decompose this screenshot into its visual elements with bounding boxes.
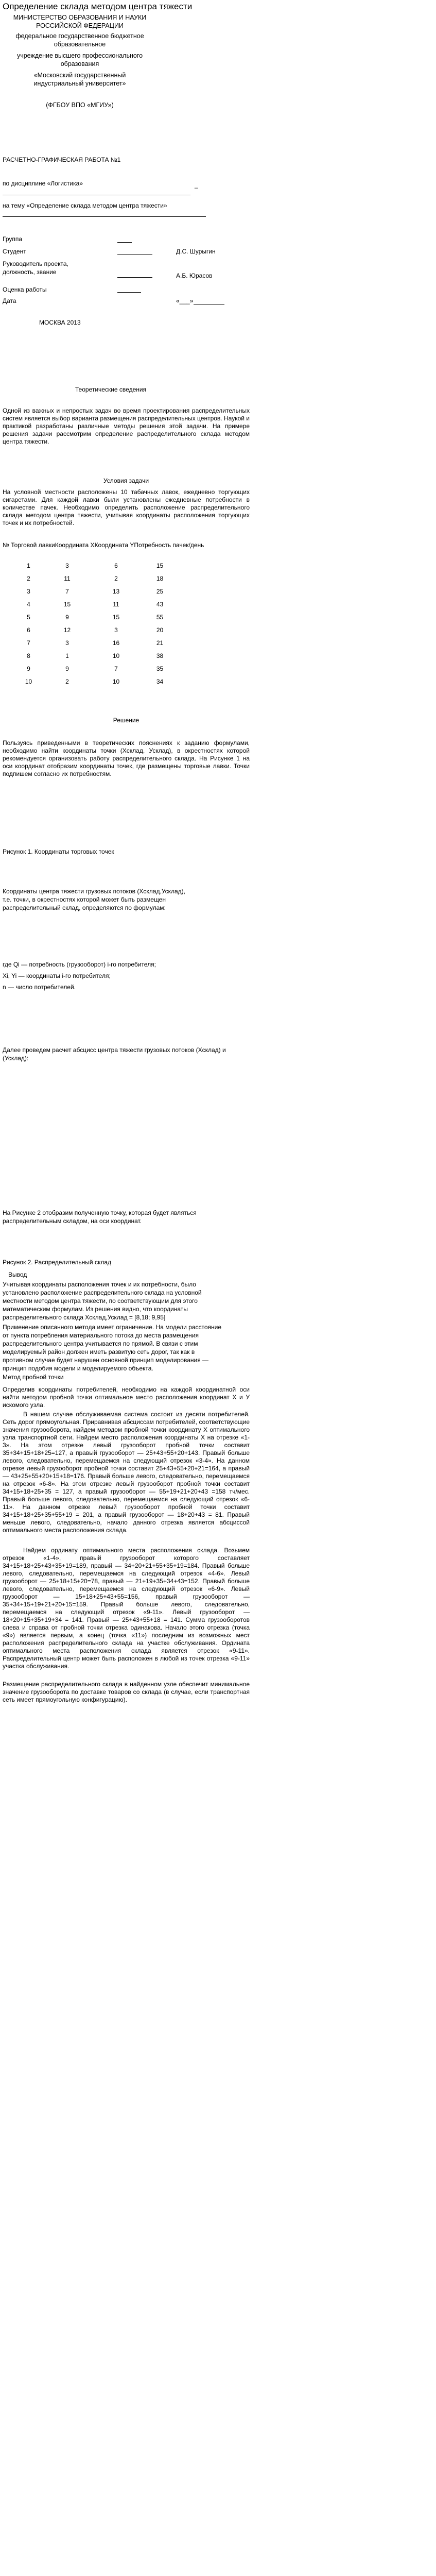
trial-point-intro: Определив координаты потребителей, необходимо на каждой координатной оси найти методом пробной точки оптимальное место расположения координат Х и У искомого узла. (3, 1386, 250, 1409)
calc-text: Далее проведем расчет абсцисс центра тяжести грузовых потоков (Хсклад) и (Усклад): (3, 1046, 226, 1062)
definition-xy: Xi, Yi — координаты i-го потребителя; (3, 972, 111, 979)
conclusion-title: Вывод (8, 1271, 27, 1278)
cell-x: 3 (65, 639, 69, 647)
cell-y: 3 (114, 626, 118, 634)
cell-y: 15 (112, 613, 120, 621)
group-label: Группа (3, 235, 23, 243)
date-label: Дата (3, 297, 16, 304)
cell-store: 3 (27, 587, 30, 595)
ministry-name: МИНИСТЕРСТВО ОБРАЗОВАНИЯ И НАУКИ РОССИЙСКОЙ ФЕДЕРАЦИИ (13, 14, 147, 29)
cell-y: 13 (112, 587, 120, 595)
cell-store: 9 (27, 665, 30, 672)
cell-x: 7 (65, 587, 69, 595)
col-header-y: Координата Y (94, 541, 134, 549)
cell-x: 3 (65, 562, 69, 569)
institution-type: федеральное государственное бюджетное образовательное (15, 32, 144, 48)
cell-x: 15 (63, 600, 71, 608)
cell-y: 10 (112, 677, 120, 685)
cell-y: 6 (114, 562, 118, 569)
stores-table (14, 559, 179, 688)
theory-title: Теоретические сведения (75, 386, 147, 393)
supervisor-signature-line (117, 277, 152, 278)
cell-y: 7 (114, 665, 118, 672)
cell-store: 5 (27, 613, 30, 621)
table-row (14, 675, 179, 688)
trial-point-title: Метод пробной точки (3, 1374, 64, 1381)
cell-store: 1 (27, 562, 30, 569)
cell-store: 7 (27, 639, 30, 647)
university-name: «Московский государственный индустриальный университет» (33, 72, 126, 87)
cell-demand: 35 (156, 665, 164, 672)
cell-x: 12 (63, 626, 71, 634)
table-row (14, 598, 179, 611)
institution-level: учреждение высшего профессионального образования (16, 52, 143, 67)
city-year: МОСКВА 2013 (39, 319, 81, 326)
cell-x: 11 (64, 574, 71, 582)
cell-y: 10 (112, 652, 120, 659)
cell-store: 4 (27, 600, 30, 608)
cell-x: 9 (65, 665, 69, 672)
definition-q: где Qi — потребность (грузооборот) i-го потребителя; (3, 961, 156, 968)
cell-demand: 25 (156, 587, 164, 595)
cell-store: 10 (25, 677, 32, 685)
final-text: Размещение распределительного склада в найденном узле обеспечит минимальное значение грузооборота по доставке товаров со склада (в случае, если транспортная сеть имеет прямоугольную конфигурацию). (3, 1681, 250, 1703)
formula-intro: Координаты центра тяжести грузовых потоков (Хсклад,Усклад), т.е. точки, в окрестностях которой может быть размещен распределительный склад, определяются по формулам: (3, 888, 185, 911)
supervisor-name: А.Б. Юрасов (176, 272, 213, 279)
table-row (14, 585, 179, 598)
group-line (117, 242, 132, 243)
table-row (14, 662, 179, 675)
table-row (14, 636, 179, 649)
cell-demand: 43 (156, 600, 164, 608)
figure2-caption: Рисунок 2. Распределительный склад (3, 1259, 112, 1266)
student-name: Д.С. Шурыгин (176, 248, 216, 255)
cell-demand: 18 (156, 574, 164, 582)
grade-label: Оценка работы (3, 286, 47, 293)
cell-y: 16 (112, 639, 120, 647)
definition-n: n — число потребителей. (3, 984, 76, 991)
solution-text: Пользуясь приведенными в теоретических пояснениях к заданию формулами, необходимо найти координаты точки (Хсклад, Усклад), в окрестностях которой рекомендуется организовать работу распределительного склада. На Рисунке 1 на оси координат отобразим координаты точек, где размещены торговые лавки. Точки подпишем согласно их потребностям. (3, 739, 250, 777)
cell-x: 1 (65, 652, 69, 659)
figure1-caption: Рисунок 1. Координаты торговых точек (3, 848, 114, 855)
cell-store: 8 (27, 652, 30, 659)
solution-title: Решение (113, 717, 139, 724)
cell-demand: 15 (156, 562, 164, 569)
work-title: РАСЧЕТНО-ГРАФИЧЕСКАЯ РАБОТА №1 (3, 156, 121, 163)
figure2-text: На Рисунке 2 отобразим полученную точку, которая будет являться распределительным складом, на оси координат. (3, 1209, 197, 1225)
cell-y: 11 (113, 600, 119, 608)
document-title: Определение склада методом центра тяжести (3, 2, 193, 11)
cell-x: 9 (65, 613, 69, 621)
cell-store: 6 (27, 626, 30, 634)
topic: на тему «Определение склада методом центра тяжести» (3, 202, 167, 209)
table-row (14, 649, 179, 662)
cell-demand: 20 (156, 626, 164, 634)
theory-text: Одной из важных и непростых задач во время проектирования распределительных систем является выбор варианта размещения распределительных центров. Наукой и практикой разработаны различные методы решения этой задачи. На примере решения задачи рассмотрим определение распределительного склада методом центра тяжести. (3, 407, 250, 445)
discipline: по дисциплине «Логистика» (3, 180, 83, 187)
trial-point-x: В нашем случае обслуживаемая система состоит из десяти потребителей. Сеть дорог прямоугольная. Приравнивая абсциссам потребителей, соответствующие значения грузооборота, найдем методом пробной точки координату Х оптимального узла транспортной сети. Найдем место расположения координаты Х на отрезке «1-3». На этом отрезке левый грузооборот пробной точки составит 35+34+15+18+25=127, а правый грузооборот — 25+43+55+20+143. Правый больше левого, следовательно, перемещаемся на следующий отрезок «3-4». На данном отрезке левый грузооборот пробной точки составит 25+43+55+20+21=164, а правый — 43+25+55+20+15+18=176. Правый больше левого, следовательно, перемещаемся на отрезок «6-8». На этом отрезке левый грузооборот пробной точки составит 34+15+18+25+35 = 127, а правый грузооборот — 55+19+21+20+43 =158 тч/мес. Правый больше левого, следовательно, перемещаемся на следующий отрезок «6-11». На данном отрезке левый грузооборот пробной точки составит 34+15+18+25+35+55+19 = 201, а правый грузооборот — 18+20+43 = 81. Правый меньше левого, следовательно, начало данного отрезка является абсциссой оптимального места расположения склада. (3, 1411, 250, 1534)
grade-line (117, 292, 141, 293)
topic-line (3, 216, 206, 217)
col-header-store: № Торговой лавки (3, 541, 55, 549)
col-header-x: Координата X (55, 541, 95, 549)
cell-demand: 34 (156, 677, 164, 685)
table-row (14, 611, 179, 623)
table-row (14, 559, 179, 572)
task-text: На условной местности расположены 10 табачных лавок, ежедневно торгующих сигаретами. Для каждой лавки были установлены ежедневные потребности в количестве пачек. Необходимо определить расположение распределительного склада методом центра тяжести, учитывая координаты расположения торгующих точек и их потребностей. (3, 488, 250, 527)
table-row (14, 572, 179, 585)
cell-x: 2 (65, 677, 69, 685)
supervisor-label: Руководитель проекта, должность, звание (3, 260, 68, 276)
date-fill: «___» (176, 297, 194, 304)
trial-point-y: Найдем ординату оптимального места расположения склада. Возьмем отрезок «1-4», правый грузооборот которого составляет 34+15+18+25+43+35+19=189, правый — 34+20+21+55+35+19=184. Правый больше левого, следовательно, перемещаемся на следующий отрезок «4-6». Левый грузооборот — 25+18+15+20=78, правый — 21+19+35+34+43=152. Правый больше левого, следовательно, перемещаемся на следующий отрезок «6-9». Левый грузооборот — 15+18+25+43+55=156, правый грузооборот — 35+34+15+19+21+20+15=159. Правый больше левого, следовательно, перемещаемся на следующий отрезок «9-11». Левый грузооборот — 18+20+15+35+19+34 = 141. Правый — 25+43+55+18 = 141. Сумма грузооборотов слева и справа от пробной точки отрезка одинакова. Начало этого отрезка (точка «9») является первым, а конец (точка «11») последним из возможных мест расположения распределительного склада на участке обслуживания. Ордината оптимального места расположения склада является отрезок «9-11». Распределительный центр может быть расположен в любой из точек отрезка «9-11» участка обслуживания. (3, 1547, 250, 1670)
table-row (14, 623, 179, 636)
underscore: _ (195, 181, 198, 189)
cell-demand: 38 (156, 652, 164, 659)
method-limit-text: Применение описанного метода имеет ограничение. На модели расстояние от пункта потребления материального потока до места размещения распределительного центра учитывается по прямой. В связи с этим моделируемый район должен иметь развитую сеть дорог, так как в противном случае будет нарушен основной принцип моделирования — принцип подобия модели и моделируемого объекта. (3, 1324, 222, 1372)
task-title: Условия задачи (103, 477, 149, 484)
university-abbr: (ФГБОУ ВПО «МГИУ») (46, 101, 114, 109)
cell-y: 2 (114, 574, 118, 582)
cell-demand: 55 (156, 613, 164, 621)
conclusion-text: Учитывая координаты расположения точек и их потребности, было установлено расположение распределительного склада на условной местности методом центра тяжести, по соответствующим для этого математическим формулам. Из решения видно, что координаты распределительного склада Хсклад,Усклад = [8,18; 9,95] (3, 1281, 202, 1321)
cell-demand: 21 (156, 639, 164, 647)
cell-store: 2 (27, 574, 30, 582)
table-header (3, 541, 219, 549)
col-header-demand: Потребность пачек/день (134, 541, 204, 549)
student-label: Студент (3, 248, 26, 255)
